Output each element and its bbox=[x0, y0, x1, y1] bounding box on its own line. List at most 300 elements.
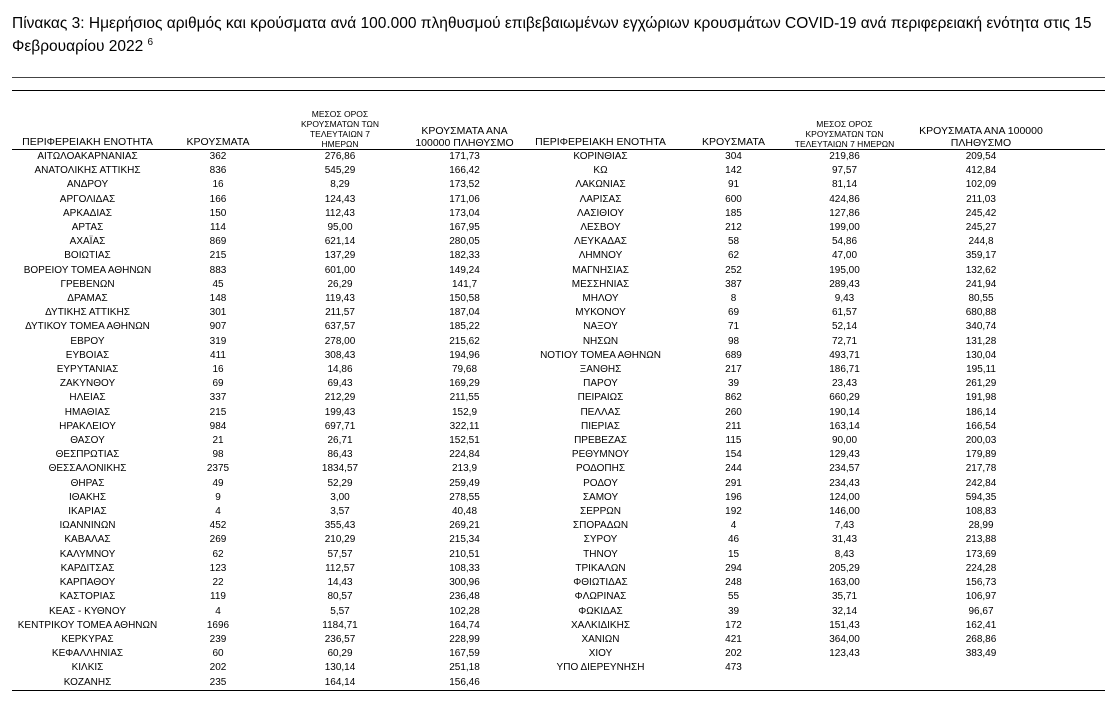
right-avg-7-days-cell: 493,71 bbox=[829, 349, 860, 361]
right-avg-7-days-cell: 123,43 bbox=[829, 648, 860, 660]
right-avg-7-days-cell: 31,43 bbox=[831, 534, 858, 546]
left-per-100k-cell: 173,04 bbox=[449, 207, 480, 219]
right-region-name-cell: ΣΕΡΡΩΝ bbox=[580, 506, 621, 518]
table-row bbox=[12, 292, 1105, 306]
table-row bbox=[12, 306, 1105, 320]
left-region-name-cell: ΘΗΡΑΣ bbox=[70, 477, 105, 489]
divider-top bbox=[12, 77, 1105, 78]
left-region-name-cell: ΒΟΡΕΙΟΥ ΤΟΜΕΑ ΑΘΗΝΩΝ bbox=[23, 264, 152, 276]
right-per-100k-cell: 108,83 bbox=[965, 506, 997, 518]
left-region-name-cell: ΔΡΑΜΑΣ bbox=[67, 293, 108, 305]
left-avg-7-days-cell: 52,29 bbox=[327, 477, 353, 489]
left-per-100k-cell: 215,34 bbox=[449, 534, 480, 546]
right-cases-cell: 46 bbox=[727, 534, 740, 546]
left-region-name-cell: ΚΑΡΔΙΤΣΑΣ bbox=[60, 562, 115, 574]
right-avg-7-days-cell: 186,71 bbox=[829, 364, 860, 376]
right-avg-7-days-cell: 424,86 bbox=[829, 193, 860, 205]
left-avg-7-days-cell: 621,14 bbox=[324, 236, 356, 248]
left-per-100k-cell: 224,84 bbox=[449, 449, 480, 461]
left-avg-7-days-cell: 545,29 bbox=[324, 165, 356, 177]
right-avg-7-days-cell: 23,43 bbox=[831, 378, 858, 390]
right-per-100k-cell: 340,74 bbox=[965, 321, 997, 333]
right-cases-cell: 15 bbox=[727, 548, 740, 560]
left-avg-7-days-cell: 26,29 bbox=[327, 278, 353, 290]
left-avg-7-days-cell: 3,00 bbox=[330, 491, 350, 503]
left-region-name-cell: ΙΚΑΡΙΑΣ bbox=[68, 506, 107, 518]
right-cases-cell: 71 bbox=[727, 321, 740, 333]
right-cases-cell: 291 bbox=[725, 477, 742, 489]
right-cases-cell: 91 bbox=[727, 179, 740, 191]
right-region-name-cell: ΠΙΕΡΙΑΣ bbox=[581, 420, 620, 432]
left-per-100k-cell: 79,68 bbox=[451, 364, 478, 376]
left-avg-7-days-cell: 601,00 bbox=[324, 264, 356, 276]
table-row bbox=[12, 178, 1105, 192]
left-region-name-cell: ΒΟΙΩΤΙΑΣ bbox=[64, 250, 111, 262]
left-per-100k-cell: 280,05 bbox=[449, 236, 480, 248]
right-avg-7-days-cell: 9,43 bbox=[834, 293, 855, 305]
table-row bbox=[12, 548, 1105, 562]
right-avg-7-days-cell bbox=[788, 676, 901, 691]
right-region-name-cell: ΛΕΣΒΟΥ bbox=[580, 222, 621, 234]
right-cases-cell: 473 bbox=[725, 662, 742, 674]
left-region-name-cell: ΚΕΑΣ - ΚΥΘΝΟΥ bbox=[49, 605, 126, 617]
left-cases-cell: 337 bbox=[209, 392, 227, 404]
left-cases-cell: 301 bbox=[209, 307, 227, 319]
left-region-name-cell: ΙΩΑΝΝΙΝΩΝ bbox=[59, 520, 116, 532]
left-avg-7-days-cell: 14,43 bbox=[327, 577, 353, 589]
right-avg-7-days-cell: 195,00 bbox=[829, 264, 860, 276]
right-region-name-cell: ΚΩ bbox=[593, 165, 608, 177]
left-per-100k-cell: 259,49 bbox=[449, 477, 480, 489]
left-cases-cell: 836 bbox=[209, 165, 227, 177]
table-row bbox=[12, 363, 1105, 377]
table-row bbox=[12, 576, 1105, 590]
right-per-100k-cell: 594,35 bbox=[965, 491, 997, 503]
right-avg-7-days-cell: 127,86 bbox=[829, 207, 860, 219]
right-per-100k-cell: 106,97 bbox=[965, 591, 997, 603]
left-per-100k-cell: 149,24 bbox=[449, 264, 480, 276]
left-region-name-cell: ΙΘΑΚΗΣ bbox=[68, 491, 107, 503]
right-avg-7-days-cell: 151,43 bbox=[829, 619, 860, 631]
table-row bbox=[12, 676, 1105, 691]
right-per-100k-cell: 680,88 bbox=[965, 307, 997, 319]
left-cases-cell: 114 bbox=[210, 222, 226, 234]
header-per100k-right: ΚΡΟΥΣΜΑΤΑ ΑΝΑ 100000 ΠΛΗΘΥΣΜΟ bbox=[919, 125, 1043, 149]
right-avg-7-days-cell: 199,00 bbox=[829, 222, 860, 234]
left-avg-7-days-cell: 278,00 bbox=[324, 335, 356, 347]
left-avg-7-days-cell: 26,71 bbox=[327, 435, 353, 447]
left-per-100k-cell: 167,59 bbox=[449, 648, 480, 660]
left-per-100k-cell: 173,52 bbox=[449, 179, 480, 191]
right-per-100k-cell: 200,03 bbox=[965, 435, 997, 447]
right-region-name-cell: ΛΑΚΩΝΙΑΣ bbox=[575, 179, 626, 191]
left-per-100k-cell: 102,28 bbox=[449, 605, 480, 617]
right-region-name-cell: ΤΡΙΚΑΛΩΝ bbox=[575, 562, 626, 574]
right-cases-cell: 862 bbox=[725, 392, 742, 404]
left-avg-7-days-cell: 236,57 bbox=[324, 633, 356, 645]
table-row bbox=[12, 391, 1105, 405]
left-cases-cell: 202 bbox=[209, 662, 227, 674]
left-cases-cell: 62 bbox=[212, 548, 224, 560]
left-avg-7-days-cell: 212,29 bbox=[324, 392, 356, 404]
table-row bbox=[12, 434, 1105, 448]
right-region-name-cell: ΜΥΚΟΝΟΥ bbox=[575, 307, 626, 319]
footnote-marker: 6 bbox=[147, 36, 154, 48]
right-cases-cell: 689 bbox=[725, 349, 742, 361]
right-region-name-cell: ΡΟΔΟΠΗΣ bbox=[575, 463, 626, 475]
right-per-100k-cell: 412,84 bbox=[965, 165, 997, 177]
right-avg-7-days-cell: 32,14 bbox=[831, 605, 858, 617]
right-region-name-cell: ΠΕΛΛΑΣ bbox=[580, 406, 621, 418]
left-per-100k-cell: 164,74 bbox=[449, 619, 480, 631]
right-cases-cell: 62 bbox=[727, 250, 740, 262]
right-per-100k-cell: 166,54 bbox=[965, 420, 997, 432]
left-per-100k-cell: 322,11 bbox=[449, 420, 480, 432]
table-row bbox=[12, 505, 1105, 519]
right-avg-7-days-cell: 163,14 bbox=[829, 420, 860, 432]
right-region-name-cell: ΝΗΣΩΝ bbox=[582, 335, 619, 347]
left-per-100k-cell: 185,22 bbox=[449, 321, 480, 333]
table-row bbox=[12, 164, 1105, 178]
left-region-name-cell: ΑΡΚΑΔΙΑΣ bbox=[63, 207, 112, 219]
right-per-100k-cell: 162,41 bbox=[965, 619, 997, 631]
table-row bbox=[12, 207, 1105, 221]
right-per-100k-cell: 191,98 bbox=[965, 392, 997, 404]
right-cases-cell: 196 bbox=[725, 491, 742, 503]
right-region-name-cell: ΡΟΔΟΥ bbox=[583, 477, 618, 489]
right-region-name-cell: ΧΙΟΥ bbox=[588, 648, 613, 660]
left-cases-cell: 16 bbox=[212, 364, 224, 376]
left-per-100k-cell: 228,99 bbox=[449, 633, 480, 645]
right-cases-cell: 192 bbox=[725, 506, 742, 518]
left-region-name-cell: ΘΕΣΠΡΩΤΙΑΣ bbox=[55, 449, 120, 461]
left-region-name-cell: ΚΟΖΑΝΗΣ bbox=[12, 676, 163, 691]
right-avg-7-days-cell: 90,00 bbox=[831, 435, 858, 447]
right-per-100k-cell: 209,54 bbox=[901, 150, 1105, 165]
right-per-100k-cell: 186,14 bbox=[965, 406, 997, 418]
table-top-rule bbox=[12, 90, 1105, 91]
left-avg-7-days-cell: 276,86 bbox=[273, 150, 407, 165]
right-cases-cell: 600 bbox=[725, 193, 742, 205]
left-cases-cell: 21 bbox=[212, 435, 224, 447]
right-region-name-cell: ΧΑΛΚΙΔΙΚΗΣ bbox=[571, 619, 630, 631]
table-row bbox=[12, 377, 1105, 391]
right-avg-7-days-cell: 97,57 bbox=[831, 165, 858, 177]
left-region-name-cell: ΚΑΣΤΟΡΙΑΣ bbox=[59, 591, 116, 603]
left-avg-7-days-cell: 57,57 bbox=[327, 548, 353, 560]
left-avg-7-days-cell: 697,71 bbox=[324, 420, 356, 432]
right-cases-cell: 252 bbox=[725, 264, 742, 276]
table-row bbox=[12, 477, 1105, 491]
left-per-100k-cell: 236,48 bbox=[449, 591, 480, 603]
right-avg-7-days-cell: 47,00 bbox=[831, 250, 858, 262]
left-region-name-cell: ΑΝΑΤΟΛΙΚΗΣ ΑΤΤΙΚΗΣ bbox=[34, 165, 141, 177]
right-cases-cell: 212 bbox=[725, 222, 742, 234]
header-per100k-left: ΚΡΟΥΣΜΑΤΑ ΑΝΑ 100000 ΠΛΗΘΥΣΜΟ bbox=[415, 125, 514, 149]
right-cases-cell: 4 bbox=[730, 520, 737, 532]
left-region-name-cell: ΚΕΦΑΛΛΗΝΙΑΣ bbox=[51, 648, 124, 660]
left-region-name-cell: ΑΧΑΪΑΣ bbox=[69, 236, 106, 248]
left-region-name-cell: ΚΕΡΚΥΡΑΣ bbox=[61, 633, 114, 645]
left-avg-7-days-cell: 1184,71 bbox=[322, 619, 358, 631]
left-per-100k-cell: 171,73 bbox=[407, 150, 522, 165]
right-cases-cell: 69 bbox=[727, 307, 740, 319]
table-row bbox=[12, 249, 1105, 263]
right-region-name-cell: ΣΑΜΟΥ bbox=[582, 491, 619, 503]
right-per-100k-cell: 179,89 bbox=[965, 449, 997, 461]
right-region-name-cell: ΛΕΥΚΑΔΑΣ bbox=[574, 236, 627, 248]
right-per-100k-cell: 217,78 bbox=[965, 463, 997, 475]
right-cases-cell: 248 bbox=[725, 577, 742, 589]
left-avg-7-days-cell: 5,57 bbox=[330, 605, 350, 617]
right-avg-7-days-cell: 289,43 bbox=[829, 278, 860, 290]
left-per-100k-cell: 108,33 bbox=[449, 562, 480, 574]
right-per-100k-cell: 80,55 bbox=[968, 293, 994, 305]
left-region-name-cell: ΕΥΒΟΙΑΣ bbox=[65, 349, 110, 361]
left-region-name-cell: ΕΥΡΥΤΑΝΙΑΣ bbox=[56, 364, 119, 376]
left-cases-cell: 269 bbox=[209, 534, 227, 546]
left-per-100k-cell: 215,62 bbox=[449, 335, 480, 347]
right-per-100k-cell: 213,88 bbox=[965, 534, 997, 546]
left-cases-cell: 4 bbox=[215, 605, 221, 617]
table-row bbox=[12, 193, 1105, 207]
right-avg-7-days-cell: 54,86 bbox=[831, 236, 858, 248]
right-region-name-cell: ΝΟΤΙΟΥ ΤΟΜΕΑ ΑΘΗΝΩΝ bbox=[540, 349, 661, 361]
right-avg-7-days-cell: 660,29 bbox=[829, 392, 860, 404]
right-avg-7-days-cell: 219,86 bbox=[788, 150, 901, 165]
right-region-name-cell: ΠΑΡΟΥ bbox=[583, 378, 618, 390]
left-cases-cell: 123 bbox=[209, 562, 227, 574]
left-cases-cell: 119 bbox=[210, 591, 226, 603]
left-per-100k-cell: 182,33 bbox=[449, 250, 480, 262]
left-avg-7-days-cell: 637,57 bbox=[324, 321, 356, 333]
right-region-name-cell: ΦΛΩΡΙΝΑΣ bbox=[574, 591, 627, 603]
left-per-100k-cell: 210,51 bbox=[449, 548, 480, 560]
left-avg-7-days-cell: 355,43 bbox=[324, 520, 356, 532]
left-cases-cell: 148 bbox=[209, 293, 227, 305]
left-cases-cell: 49 bbox=[212, 477, 224, 489]
header-cases-left: ΚΡΟΥΣΜΑΤΑ bbox=[186, 136, 250, 148]
left-region-name-cell: ΔΥΤΙΚΗΣ ΑΤΤΙΚΗΣ bbox=[45, 307, 130, 319]
right-avg-7-days-cell: 81,14 bbox=[831, 179, 858, 191]
right-cases-cell: 244 bbox=[725, 463, 742, 475]
table-row bbox=[12, 605, 1105, 619]
right-cases-cell: 217 bbox=[725, 364, 742, 376]
caption-text: Πίνακας 3: Ημερήσιος αριθμός και κρούσματα ανά 100.000 πληθυσμού επιβεβαιωμένων εγχώριων κρουσμάτων COVID-19 ανά περιφερειακή ενότητα στις 15 Φεβρουαρίου 2022 bbox=[12, 15, 1092, 55]
right-per-100k-cell: 156,73 bbox=[965, 577, 997, 589]
table-row bbox=[12, 647, 1105, 661]
right-region-name-cell: ΛΑΣΙΘΙΟΥ bbox=[577, 207, 624, 219]
left-per-100k-cell: 150,58 bbox=[449, 293, 480, 305]
right-region-name-cell: ΚΟΡΙΝΘΙΑΣ bbox=[522, 150, 679, 165]
right-per-100k-cell bbox=[901, 676, 1105, 691]
right-region-name-cell: ΧΑΝΙΩΝ bbox=[581, 633, 620, 645]
right-avg-7-days-cell: 8,43 bbox=[834, 548, 855, 560]
left-avg-7-days-cell: 1834,57 bbox=[321, 463, 359, 475]
right-per-100k-cell: 383,49 bbox=[965, 648, 997, 660]
left-cases-cell: 215 bbox=[209, 406, 227, 418]
right-avg-7-days-cell: 234,43 bbox=[829, 477, 860, 489]
left-cases-cell: 45 bbox=[212, 278, 224, 290]
right-per-100k-cell: 132,62 bbox=[965, 264, 997, 276]
right-per-100k-cell: 241,94 bbox=[965, 278, 997, 290]
right-region-name-cell: ΛΑΡΙΣΑΣ bbox=[579, 193, 622, 205]
right-avg-7-days-cell: 163,00 bbox=[829, 577, 860, 589]
right-region-name-cell: ΣΠΟΡΑΔΩΝ bbox=[572, 520, 629, 532]
left-region-name-cell: ΖΑΚΥΝΘΟΥ bbox=[59, 378, 116, 390]
left-cases-cell: 907 bbox=[209, 321, 227, 333]
right-avg-7-days-cell: 146,00 bbox=[829, 506, 860, 518]
table-row bbox=[12, 533, 1105, 547]
header-unit-left: ΠΕΡΙΦΕΡΕΙΑΚΗ ΕΝΟΤΗΤΑ bbox=[22, 136, 153, 148]
left-avg-7-days-cell: 124,43 bbox=[324, 193, 356, 205]
right-region-name-cell: ΠΕΙΡΑΙΩΣ bbox=[577, 392, 624, 404]
right-per-100k-cell: 195,11 bbox=[966, 364, 996, 376]
table-row bbox=[12, 320, 1105, 334]
right-cases-cell: 260 bbox=[725, 406, 742, 418]
left-per-100k-cell: 278,55 bbox=[449, 491, 480, 503]
left-avg-7-days-cell: 69,43 bbox=[327, 378, 353, 390]
table-caption bbox=[12, 12, 1102, 58]
left-cases-cell: 984 bbox=[209, 420, 227, 432]
right-per-100k-cell bbox=[901, 661, 1105, 675]
left-cases-cell: 411 bbox=[210, 349, 226, 361]
table-row bbox=[12, 335, 1105, 349]
left-avg-7-days-cell: 164,14 bbox=[273, 676, 407, 691]
right-avg-7-days-cell bbox=[788, 661, 901, 675]
left-region-name-cell: ΚΑΛΥΜΝΟΥ bbox=[59, 548, 116, 560]
right-avg-7-days-cell: 205,29 bbox=[829, 562, 860, 574]
right-per-100k-cell: 261,29 bbox=[965, 378, 997, 390]
left-cases-cell: 452 bbox=[209, 520, 227, 532]
right-cases-cell: 39 bbox=[727, 605, 740, 617]
left-avg-7-days-cell: 199,43 bbox=[324, 406, 356, 418]
right-cases-cell bbox=[679, 676, 788, 691]
right-avg-7-days-cell: 234,57 bbox=[829, 463, 860, 475]
right-per-100k-cell: 224,28 bbox=[965, 562, 997, 574]
left-cases-cell: 69 bbox=[212, 378, 224, 390]
right-per-100k-cell: 130,04 bbox=[965, 349, 997, 361]
left-region-name-cell: ΓΡΕΒΕΝΩΝ bbox=[60, 278, 115, 290]
right-region-name-cell: ΦΘΙΩΤΙΔΑΣ bbox=[573, 577, 628, 589]
header-avg7-left: ΜΕΣΟΣ ΟΡΟΣ ΚΡΟΥΣΜΑΤΩΝ ΤΩΝ ΤΕΛΕΥΤΑΙΩΝ 7 ΗΜΕΡΩΝ bbox=[301, 109, 379, 149]
left-avg-7-days-cell: 112,57 bbox=[325, 562, 355, 574]
left-cases-cell: 4 bbox=[215, 506, 221, 518]
left-avg-7-days-cell: 95,00 bbox=[327, 222, 353, 234]
header-cases-right: ΚΡΟΥΣΜΑΤΑ bbox=[702, 136, 765, 148]
right-avg-7-days-cell: 190,14 bbox=[829, 406, 860, 418]
left-per-100k-cell: 251,18 bbox=[449, 662, 480, 674]
covid-cases-table bbox=[12, 109, 1105, 691]
left-region-name-cell: ΗΛΕΙΑΣ bbox=[69, 392, 106, 404]
left-cases-cell: 60 bbox=[212, 648, 224, 660]
right-region-name-cell: ΜΑΓΝΗΣΙΑΣ bbox=[572, 264, 629, 276]
left-region-name-cell: ΑΙΤΩΛΟΑΚΑΡΝΑΝΙΑΣ bbox=[12, 150, 163, 165]
right-cases-cell: 294 bbox=[725, 562, 742, 574]
table-row bbox=[12, 462, 1105, 476]
right-cases-cell: 8 bbox=[730, 293, 737, 305]
right-per-100k-cell: 131,28 bbox=[965, 335, 997, 347]
header-unit-right: ΠΕΡΙΦΕΡΕΙΑΚΗ ΕΝΟΤΗΤΑ bbox=[535, 136, 666, 148]
left-cases-cell: 9 bbox=[215, 491, 221, 503]
right-region-name-cell: ΣΥΡΟΥ bbox=[583, 534, 618, 546]
left-avg-7-days-cell: 112,43 bbox=[325, 207, 355, 219]
left-per-100k-cell: 141,7 bbox=[451, 278, 478, 290]
left-per-100k-cell: 152,9 bbox=[451, 406, 478, 418]
table-row bbox=[12, 633, 1105, 647]
left-avg-7-days-cell: 308,43 bbox=[324, 349, 356, 361]
right-avg-7-days-cell: 124,00 bbox=[829, 491, 860, 503]
left-per-100k-cell: 269,21 bbox=[449, 520, 480, 532]
table-row bbox=[12, 519, 1105, 533]
right-per-100k-cell: 96,67 bbox=[968, 605, 994, 617]
table-row bbox=[12, 590, 1105, 604]
left-per-100k-cell: 166,42 bbox=[449, 165, 480, 177]
right-region-name-cell: ΤΗΝΟΥ bbox=[583, 548, 618, 560]
right-region-name-cell: ΜΕΣΣΗΝΙΑΣ bbox=[571, 278, 630, 290]
left-avg-7-days-cell: 210,29 bbox=[324, 534, 356, 546]
right-per-100k-cell: 102,09 bbox=[965, 179, 997, 191]
right-avg-7-days-cell: 61,57 bbox=[831, 307, 858, 319]
right-cases-cell: 211 bbox=[725, 420, 742, 432]
table-header-row bbox=[12, 109, 1105, 150]
left-per-100k-cell: 300,96 bbox=[449, 577, 480, 589]
right-region-name-cell: ΠΡΕΒΕΖΑΣ bbox=[574, 435, 627, 447]
table-row bbox=[12, 235, 1105, 249]
left-region-name-cell: ΚΑΒΑΛΑΣ bbox=[64, 534, 111, 546]
right-per-100k-cell: 359,17 bbox=[965, 250, 997, 262]
left-region-name-cell: ΑΝΔΡΟΥ bbox=[66, 179, 109, 191]
left-avg-7-days-cell: 3,57 bbox=[330, 506, 350, 518]
left-avg-7-days-cell: 86,43 bbox=[327, 449, 353, 461]
right-avg-7-days-cell: 35,71 bbox=[831, 591, 858, 603]
right-cases-cell: 304 bbox=[679, 150, 788, 165]
right-region-name-cell: ΛΗΜΝΟΥ bbox=[578, 250, 623, 262]
right-per-100k-cell: 211,03 bbox=[966, 193, 996, 205]
right-cases-cell: 55 bbox=[727, 591, 740, 603]
table-body bbox=[12, 150, 1105, 691]
left-avg-7-days-cell: 119,43 bbox=[325, 293, 355, 305]
left-cases-cell: 22 bbox=[212, 577, 224, 589]
right-region-name-cell: ΝΑΞΟΥ bbox=[583, 321, 618, 333]
left-cases-cell: 1696 bbox=[206, 619, 230, 631]
left-per-100k-cell: 213,9 bbox=[451, 463, 478, 475]
table-row bbox=[12, 406, 1105, 420]
right-cases-cell: 387 bbox=[725, 278, 742, 290]
right-per-100k-cell: 242,84 bbox=[965, 477, 997, 489]
right-cases-cell: 115 bbox=[725, 435, 742, 447]
left-region-name-cell: ΘΕΣΣΑΛΟΝΙΚΗΣ bbox=[48, 463, 127, 475]
left-per-100k-cell: 156,46 bbox=[407, 676, 522, 691]
table-row bbox=[12, 619, 1105, 633]
right-region-name-cell: ΞΑΝΘΗΣ bbox=[579, 364, 622, 376]
right-per-100k-cell: 173,69 bbox=[965, 548, 997, 560]
table-row bbox=[12, 448, 1105, 462]
left-region-name-cell: ΗΡΑΚΛΕΙΟΥ bbox=[59, 420, 116, 432]
left-cases-cell: 98 bbox=[212, 449, 224, 461]
left-per-100k-cell: 152,51 bbox=[449, 435, 480, 447]
table-row bbox=[12, 264, 1105, 278]
left-avg-7-days-cell: 14,86 bbox=[327, 364, 353, 376]
right-cases-cell: 98 bbox=[727, 335, 740, 347]
right-per-100k-cell: 244,8 bbox=[968, 236, 994, 248]
right-avg-7-days-cell: 364,00 bbox=[829, 633, 860, 645]
left-region-name-cell: ΕΒΡΟΥ bbox=[70, 335, 105, 347]
right-avg-7-days-cell: 129,43 bbox=[829, 449, 860, 461]
left-per-100k-cell: 169,29 bbox=[449, 378, 480, 390]
right-per-100k-cell: 245,42 bbox=[965, 207, 997, 219]
left-avg-7-days-cell: 80,57 bbox=[327, 591, 353, 603]
